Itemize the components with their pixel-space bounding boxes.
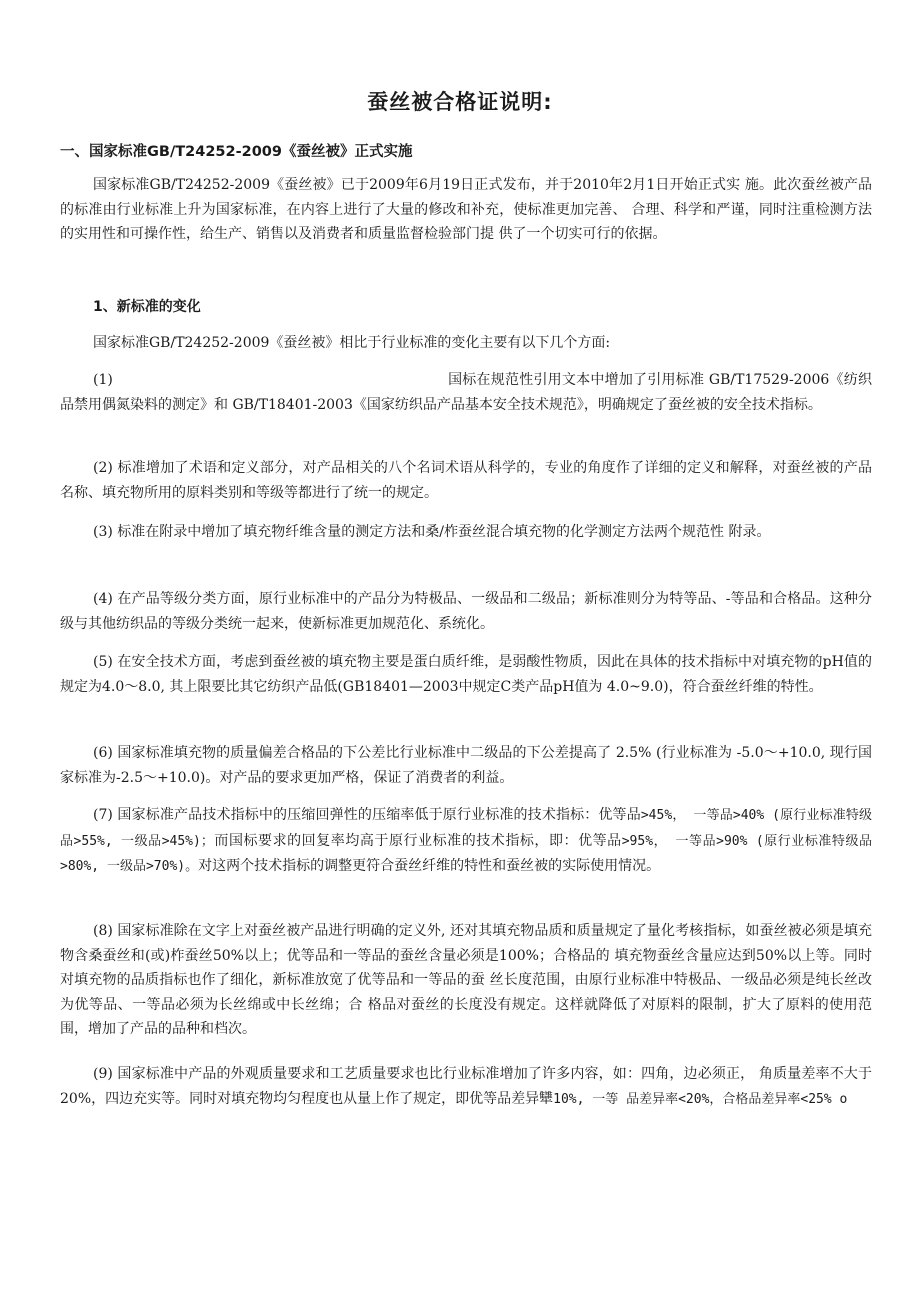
change-item-7 [60, 803, 872, 880]
item-7-part-d: >95%， 一等品>90% (原行业标准特级品>80%, 一级品>70%)。 [60, 833, 873, 874]
document-title: 蚕丝被合格证说明: [367, 90, 553, 114]
change-item-2: (2) 标准增加了术语和定义部分，对产品相关的八个名词术语从科学的，专业的角度作了详细的定义和解释，对蚕丝被的产品名称、填充物所用的原料类别和等级等都进行了统一的规定。 [60, 460, 872, 501]
change-item-8: (8) 国家标准除在文字上对蚕丝被产品进行明确的定义外, 还对其填充物品质和质量规定了量化考核指标，如蚕丝被必须是填充物含桑蚕丝和(或)柞蚕丝50%以上；优等品和一等品的蚕丝含量必须是100%；合格品的 填充物蚕丝含量应达到50%以上等。同时对填充物的品质指标也作了细化，新标准放宽了优等品和一等品的蚕 丝长度范围，由原行业标准中特极品、一级品必须是纯长丝改为优等品、一等品必须为长丝绵或中长丝绵；合 格品对蚕丝的长度没有规定。这样就降低了对原料的限制，扩大了原料的使用范围，增加了产品的品种和档次。 [60, 923, 872, 1037]
item-7-part-a: (7) 国家标准产品技术指标中的压缩回弹性的压缩率低于原行业标准的技术指标：优等品 [93, 807, 641, 823]
item-1-text: 国标在规范性引用文本中增加了引用标准 GB/T17529-2006《纺织品禁用偶氮染料的测定》和 GB/T18401-2003《国家纺织品产品基本安全技术规范》，明确规定了蚕丝被的安全技术指标。 [60, 372, 872, 413]
item-7-part-e: 对这两个技术指标的调整更符合蚕丝纤维的特性和蚕丝被的实际使用情况。 [198, 858, 661, 874]
change-item-4: (4) 在产品等级分类方面，原行业标准中的产品分为特极品、一级品和二级品；新标准则分为特等品、-等品和合格品。这种分级与其他纺织品的等级分类统一起来，使新标准更加规范化、系统化。 [60, 591, 872, 632]
change-item-1 [60, 368, 872, 417]
item-7-part-b: >45%， 一等品>40% (原行业标准特级品>55%, 一级品>45%)； [60, 808, 873, 849]
change-item-9 [60, 1062, 872, 1112]
change-item-6: (6) 国家标准填充物的质量偏差合格品的下公差比行业标准中二级品的下公差提高了 2.5% (行业标准为 -5.0〜+10.0, 现行国家标准为-2.5〜+10.0)。对产品的要求更加严格，保证了消费者的利益。 [60, 745, 872, 786]
change-item-5: (5) 在安全技术方面，考虑到蚕丝被的填充物主要是蛋白质纤维，是弱酸性物质，因此在具体的技术指标中对填充物的pH值的规定为4.0〜8.0, 其上限要比其它纺织产品低(GB18401—2003中规定C类产品pH值为 4.0~9.0)，符合蚕丝纤维的特性。 [60, 654, 872, 695]
item-9-part-b: 10%, 一等 品差异率<20%，合格品差异率<25% o [553, 1091, 848, 1107]
intro-paragraph: 国家标准GB/T24252-2009《蚕丝被》已于2009年6月19日正式发布，并于2010年2月1日开始正式实 施。此次蚕丝被产品的标准由行业标准上升为国家标准，在内容上进行了大量的修改和补充，使标准更加完善、 合理、科学和严谨，同时注重检测方法的实用性和可操作性，给生产、销售以及消费者和质量监督检验部门提 供了一个切实可行的依据。 [60, 177, 872, 242]
changes-intro-paragraph: 国家标准GB/T24252-2009《蚕丝被》相比于行业标准的变化主要有以下几个方面: [93, 335, 611, 351]
item-9-part-a: (9) 国家标准中产品的外观质量要求和工艺质量要求也比行业标准增加了许多内容，如：四角，边必须正， 角质量差率不大于20%，四边充实等。同时对填充物均匀程度也从量上作了规定，即优等品差异犫 [60, 1066, 872, 1107]
subsection-heading-changes: 1、新标准的变化 [93, 299, 201, 315]
item-1-number: (1) [93, 372, 113, 388]
change-item-3: (3) 标准在附录中增加了填充物纤维含量的测定方法和桑/柞蚕丝混合填充物的化学测定方法两个规范性 附录。 [93, 524, 771, 540]
section-heading-1: 一、国家标准GB/T24252-2009《蚕丝被》正式实施 [60, 144, 413, 160]
item-7-part-c: 而国标要求的回复率均高于原行业标准的技术指标，即：优等品 [213, 832, 622, 849]
